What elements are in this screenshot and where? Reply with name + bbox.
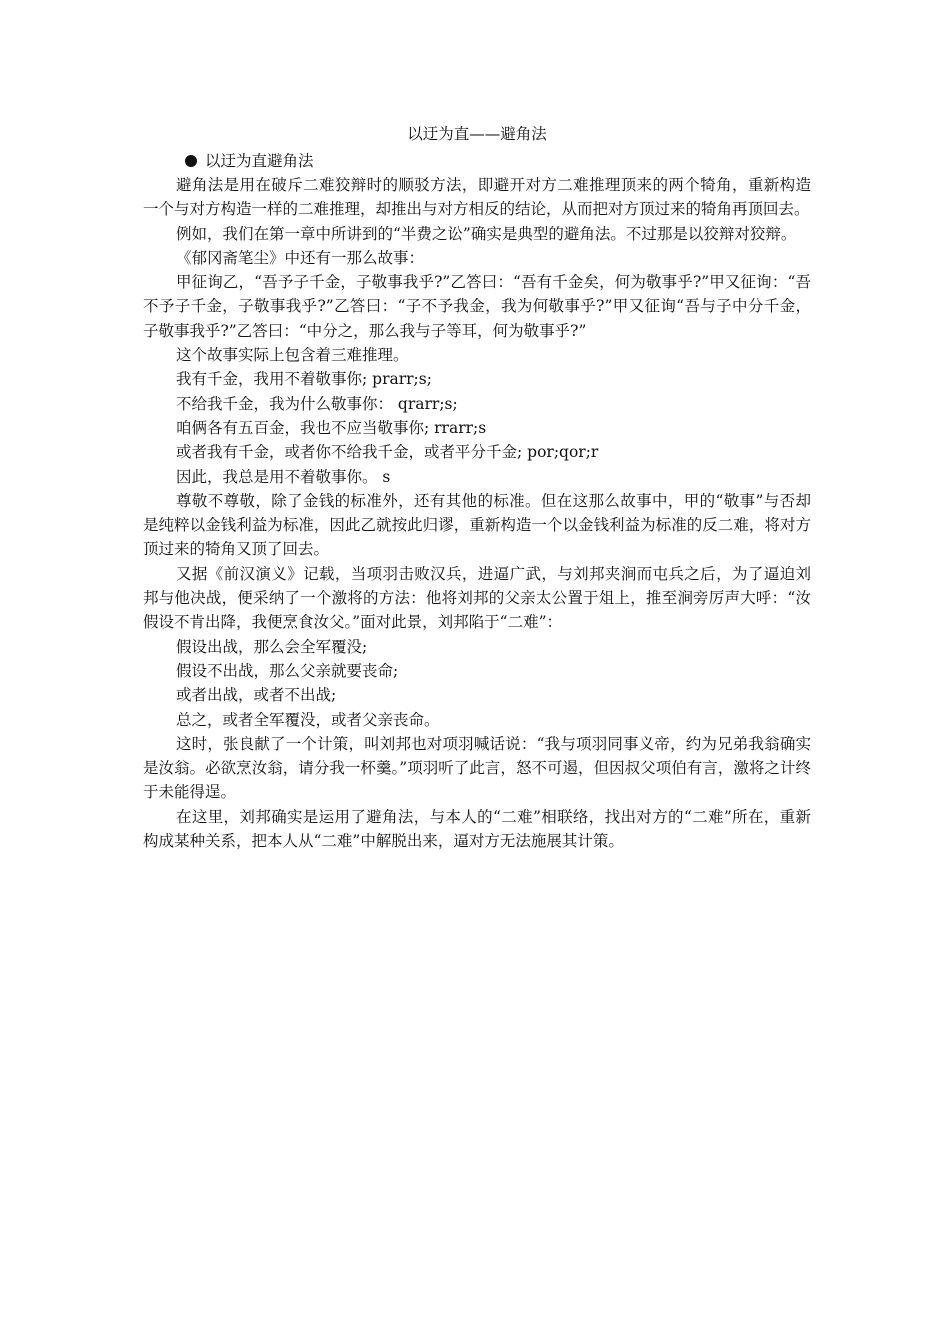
document-title: 以迂为直——避角法: [407, 125, 547, 143]
paragraph: 尊敬不尊敬，除了金钱的标准外，还有其他的标准。但在这那么故事中，甲的“敬事”与否却是纯粹以金钱利益为标准，因此乙就按此归谬，重新构造一个以金钱利益为标准的反二难，将对方顶过来的犄角又顶了回去。: [143, 491, 811, 559]
paragraph: 《郁冈斋笔尘》中还有一那么故事：: [176, 248, 425, 267]
section-heading-line: [143, 149, 811, 173]
section-heading: 以迂为直避角法: [205, 152, 314, 170]
paragraph: 例如，我们在第一章中所讲到的“半费之讼”确实是典型的避角法。不过那是以狡辩对狡辩。: [176, 224, 797, 243]
paragraph: 假设不出战，那么父亲就要丧命;: [176, 661, 399, 680]
paragraph: 我有千金，我用不着敬事你; prarr;s;: [176, 370, 432, 389]
paragraph: 避角法是用在破斥二难狡辩时的顺驳方法，即避开对方二难推理顶来的两个犄角，重新构造一个与对方构造一样的二难推理，却推出与对方相反的结论，从而把对方顶过来的犄角再顶回去。: [143, 176, 811, 219]
paragraph: 在这里，刘邦确实是运用了避角法，与本人的“二难”相联络，找出对方的“二难”所在，重新构成某种关系，把本人从“二难”中解脱出来，逼对方无法施展其计策。: [143, 807, 811, 851]
paragraph: 咱俩各有五百金，我也不应当敬事你; rrarr;s: [176, 418, 487, 437]
paragraph: 或者出战，或者不出战;: [176, 686, 337, 705]
bullet-icon: [185, 155, 197, 167]
paragraph: 假设出战，那么会全军覆没;: [176, 637, 368, 656]
paragraph: 不给我千金，我为什么敬事你： qrarr;s;: [176, 394, 458, 413]
paragraph: 这个故事实际上包含着三难推理。: [176, 346, 409, 365]
body-text: [143, 173, 811, 853]
paragraph: 或者我有千金，或者你不给我千金，或者平分千金; por;qor;r: [176, 443, 599, 462]
paragraph: 因此，我总是用不着敬事你。 s: [176, 467, 391, 486]
paragraph: 甲征询乙，“吾予子千金，子敬事我乎?”乙答曰：“吾有千金矣，何为敬事乎?”甲又征询：“吾不予子千金，子敬事我乎?”乙答曰：“子不予我金，我为何敬事乎?”甲又征询“吾与子中分千金，子敬事我乎?”乙答曰：“中分之，那么我与子等耳，何为敬事乎?”: [143, 273, 811, 340]
paragraph: 这时，张良献了一个计策，叫刘邦也对项羽喊话说：“我与项羽同事义帝，约为兄弟我翁确实是汝翁。必欲烹汝翁，请分我一杯羹。”项羽听了此言，怒不可遏，但因叔父项伯有言，激将之计终于未能得逞。: [143, 734, 811, 802]
paragraph: 总之，或者全军覆没，或者父亲丧命。: [176, 710, 440, 729]
paragraph: 又据《前汉演义》记载，当项羽击败汉兵，进逼广武，与刘邦夹涧而屯兵之后，为了逼迫刘邦与他决战，便采纳了一个激将的方法：他将刘邦的父亲太公置于俎上，推至涧旁厉声大呼：“汝假设不肯出降，我便烹食汝父。”面对此景，刘邦陷于“二难”：: [143, 564, 811, 632]
document-page: [143, 122, 811, 853]
